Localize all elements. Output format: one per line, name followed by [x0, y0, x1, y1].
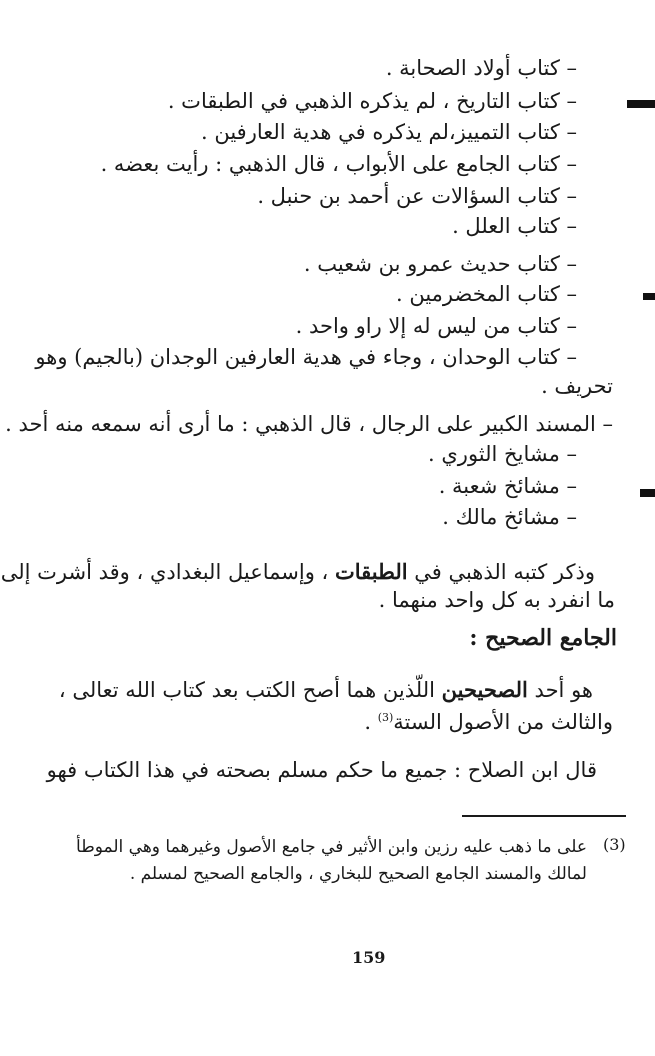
list-item: – كتاب المخضرمين .	[395, 282, 577, 306]
list-item-continuation: تحريف .	[541, 374, 613, 398]
list-item: – كتاب العلل .	[452, 214, 577, 238]
list-item: – مشائخ مالك .	[442, 505, 577, 529]
page-number: 159	[352, 948, 386, 967]
paragraph-bold-term: الطبقات	[334, 559, 408, 584]
paragraph-text: وذكر كتبه الذهبي في	[407, 560, 595, 584]
paragraph-text: ، وإسماعيل البغدادي ، وقد أشرت إلى	[0, 560, 335, 584]
list-item: – كتاب أولاد الصحابة .	[385, 56, 577, 80]
list-item: – المسند الكبير على الرجال ، قال الذهبي : ما أرى أنه سمعه منه أحد .	[5, 412, 613, 436]
paragraph-line: ما انفرد به كل واحد منهما .	[378, 588, 615, 612]
list-item: – كتاب السؤالات عن أحمد بن حنبل .	[257, 184, 577, 208]
scan-mark	[643, 293, 655, 300]
footnote-number: (3)	[603, 835, 626, 854]
paragraph-line	[364, 704, 613, 736]
section-heading: الجامع الصحيح :	[469, 625, 617, 651]
list-item: – كتاب التمييز،لم يذكره في هدية العارفين .	[201, 120, 577, 144]
list-item: – مشائخ شعبة .	[438, 474, 577, 498]
paragraph-text: اللّذين هما أصح الكتب بعد كتاب الله تعالى ،	[58, 678, 442, 702]
list-item: – كتاب حديث عمرو بن شعيب .	[303, 252, 577, 276]
list-item: – مشايخ الثوري .	[428, 442, 577, 466]
paragraph-line: قال ابن الصلاح : جميع ما حكم مسلم بصحته في هذا الكتاب فهو	[46, 758, 597, 782]
footnote-reference: (3)	[377, 711, 394, 724]
paragraph-text: .	[364, 710, 378, 734]
list-item: – كتاب الوحدان ، وجاء في هدية العارفين الوجدان (بالجيم) وهو	[35, 345, 577, 369]
paragraph-text: هو أحد	[527, 678, 593, 702]
footnote-line: على ما ذهب عليه رزين وابن الأثير في جامع الأصول وغيرهما وهي الموطأ	[76, 837, 587, 857]
paragraph-bold-term: الصحيحين	[441, 677, 528, 702]
paragraph-line	[59, 676, 593, 704]
footnote-separator	[462, 815, 626, 817]
scan-mark	[640, 489, 655, 497]
list-item: – كتاب من ليس له إلا راو واحد .	[295, 314, 577, 338]
list-item: – كتاب التاريخ ، لم يذكره الذهبي في الطبقات .	[167, 89, 577, 113]
paragraph-line	[1, 558, 595, 586]
footnote-line: لمالك والمسند الجامع الصحيح للبخاري ، والجامع الصحيح لمسلم .	[129, 864, 587, 884]
list-item: – كتاب الجامع على الأبواب ، قال الذهبي : رأيت بعضه .	[100, 152, 577, 176]
paragraph-text: والثالث من الأصول الستة	[393, 710, 613, 734]
scan-mark	[627, 100, 655, 108]
